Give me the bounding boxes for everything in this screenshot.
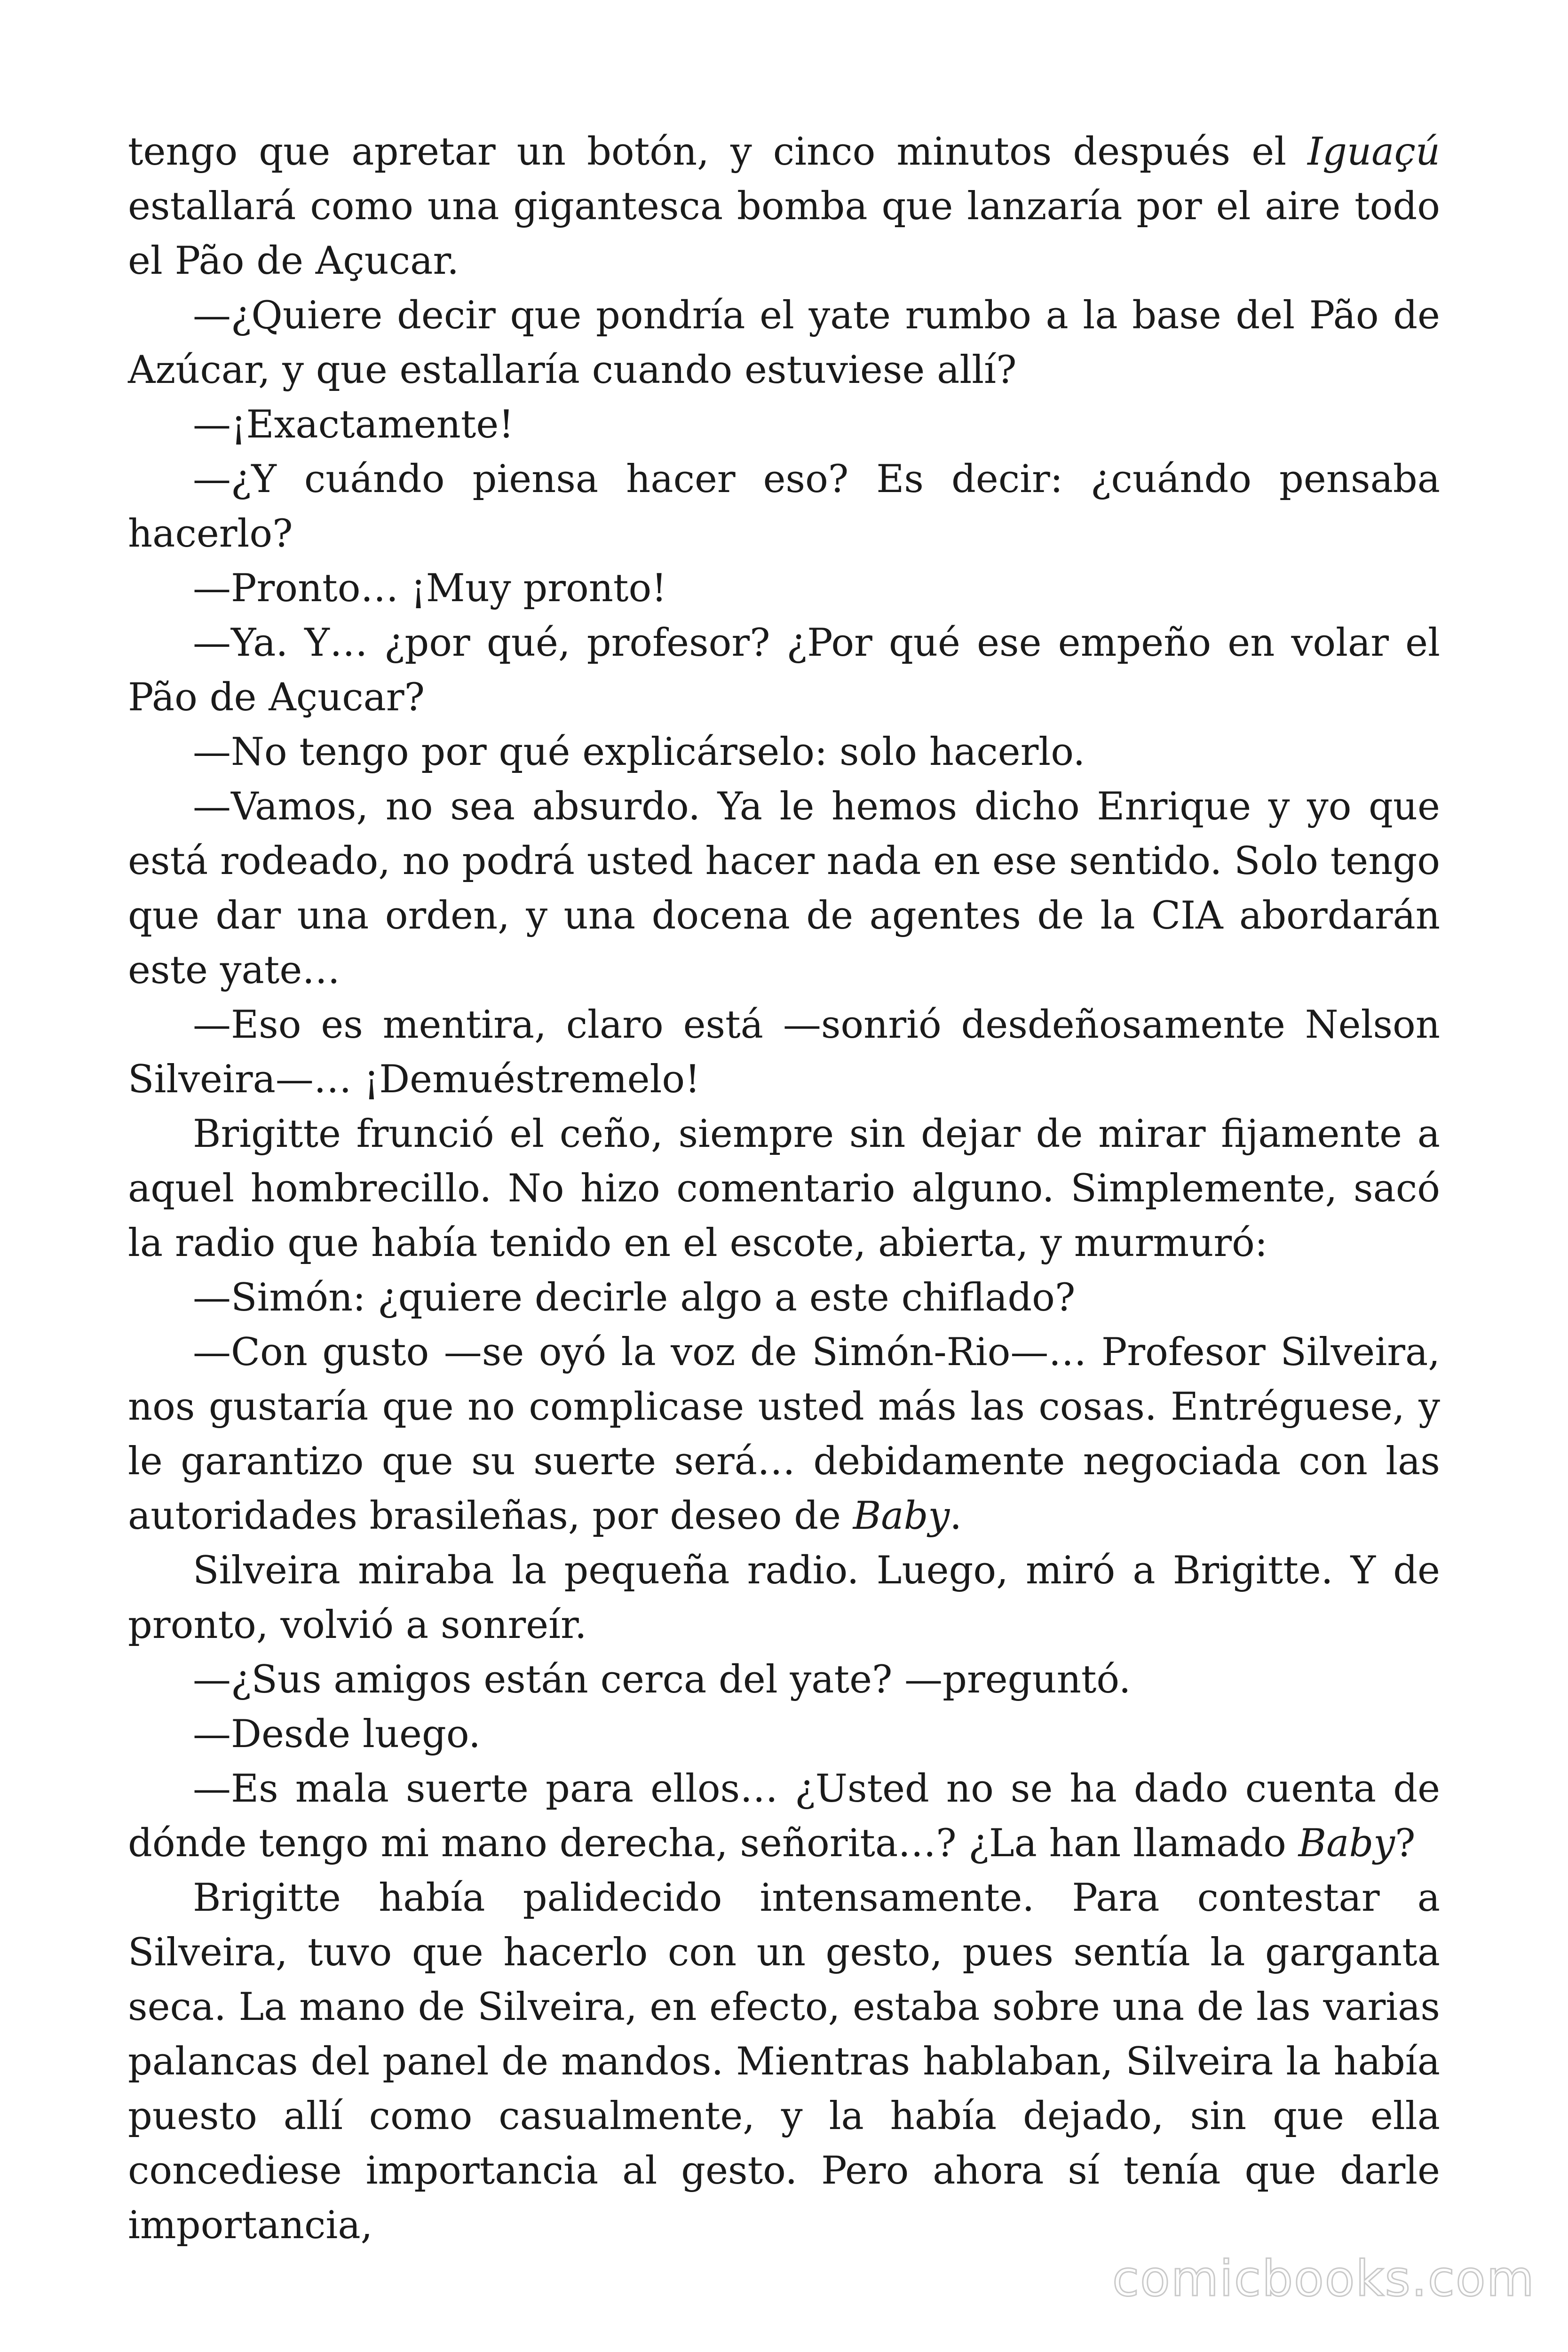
- paragraph: [128, 452, 1440, 561]
- paragraph-text: —Vamos, no sea absurdo. Ya le hemos dicho Enrique y yo que está rodeado, no podrá usted hacer nada en ese sentido. Solo tengo que dar una orden, y una docena de agentes de la CIA abordarán este yate…: [128, 785, 1440, 993]
- italic-text: Baby: [1298, 1821, 1395, 1866]
- paragraph-text: ?: [1395, 1821, 1416, 1866]
- paragraph: [128, 1543, 1440, 1653]
- paragraph: [128, 779, 1440, 998]
- paragraph-text: .: [950, 1494, 962, 1538]
- paragraph: [128, 1325, 1440, 1543]
- italic-text: Iguaçú: [1307, 130, 1440, 174]
- paragraph-text: —¿Sus amigos están cerca del yate? —preguntó.: [193, 1658, 1131, 1702]
- paragraph-text: —Simón: ¿quiere decirle algo a este chiflado?: [193, 1276, 1076, 1320]
- paragraph-text: estallará como una gigantesca bomba que lanzaría por el aire todo el Pão de Açucar.: [128, 184, 1440, 283]
- paragraph: [128, 1871, 1440, 2253]
- paragraph: [128, 1271, 1440, 1325]
- paragraph: [128, 1762, 1440, 1871]
- paragraph: [128, 1707, 1440, 1762]
- watermark: comicbooks.com: [1112, 2250, 1535, 2307]
- paragraph-text: —Ya. Y… ¿por qué, profesor? ¿Por qué ese empeño en volar el Pão de Açucar?: [128, 621, 1440, 720]
- paragraph: [128, 125, 1440, 288]
- paragraph-text: Brigitte había palidecido intensamente. Para contestar a Silveira, tuvo que hacerlo con un gesto, pues sentía la garganta seca. La mano de Silveira, en efecto, estaba sobre una de las varias palancas del panel de mandos. Mientras hablaban, Silveira la había puesto allí como casualmente, y la había dejado, sin que ella concediese importancia al gesto. Pero ahora sí tenía que darle importancia,: [128, 1876, 1440, 2248]
- paragraph-text: —Desde luego.: [193, 1712, 481, 1756]
- italic-text: Baby: [853, 1494, 950, 1538]
- paragraph-text: tengo que apretar un botón, y cinco minutos después el: [128, 130, 1308, 174]
- paragraph: [128, 998, 1440, 1107]
- paragraph: [128, 725, 1440, 779]
- paragraph: [128, 561, 1440, 616]
- paragraph-text: Brigitte frunció el ceño, siempre sin dejar de mirar fijamente a aquel hombrecillo. No hizo comentario alguno. Simplemente, sacó la radio que había tenido en el escote, abierta, y murmuró:: [128, 1112, 1440, 1265]
- paragraph: [128, 397, 1440, 452]
- paragraph-text: —Pronto… ¡Muy pronto!: [193, 566, 667, 611]
- paragraph-text: —Con gusto —se oyó la voz de Simón-Rio—… Profesor Silveira, nos gustaría que no complicase usted más las cosas. Entréguese, y le garantizo que su suerte será… debidamente negociada con las autoridades brasileñas, por deseo de: [128, 1330, 1440, 1538]
- paragraph-text: Silveira miraba la pequeña radio. Luego, miró a Brigitte. Y de pronto, volvió a sonreír.: [128, 1549, 1440, 1647]
- paragraph-text: —¿Y cuándo piensa hacer eso? Es decir: ¿cuándo pensaba hacerlo?: [128, 457, 1440, 556]
- paragraph-text: —Eso es mentira, claro está —sonrió desdeñosamente Nelson Silveira—… ¡Demuéstremelo!: [128, 1003, 1440, 1102]
- book-page-body: [128, 125, 1440, 2253]
- paragraph-text: —Es mala suerte para ellos… ¿Usted no se ha dado cuenta de dónde tengo mi mano derecha, señorita…? ¿La han llamado: [128, 1767, 1440, 1866]
- paragraph: [128, 1107, 1440, 1271]
- paragraph: [128, 1653, 1440, 1707]
- paragraph: [128, 616, 1440, 725]
- paragraph: [128, 288, 1440, 397]
- paragraph-text: —¡Exactamente!: [193, 403, 514, 447]
- paragraph-text: —No tengo por qué explicárselo: solo hacerlo.: [193, 730, 1085, 774]
- paragraph-text: —¿Quiere decir que pondría el yate rumbo a la base del Pão de Azúcar, y que estallaría cuando estuviese allí?: [128, 294, 1440, 392]
